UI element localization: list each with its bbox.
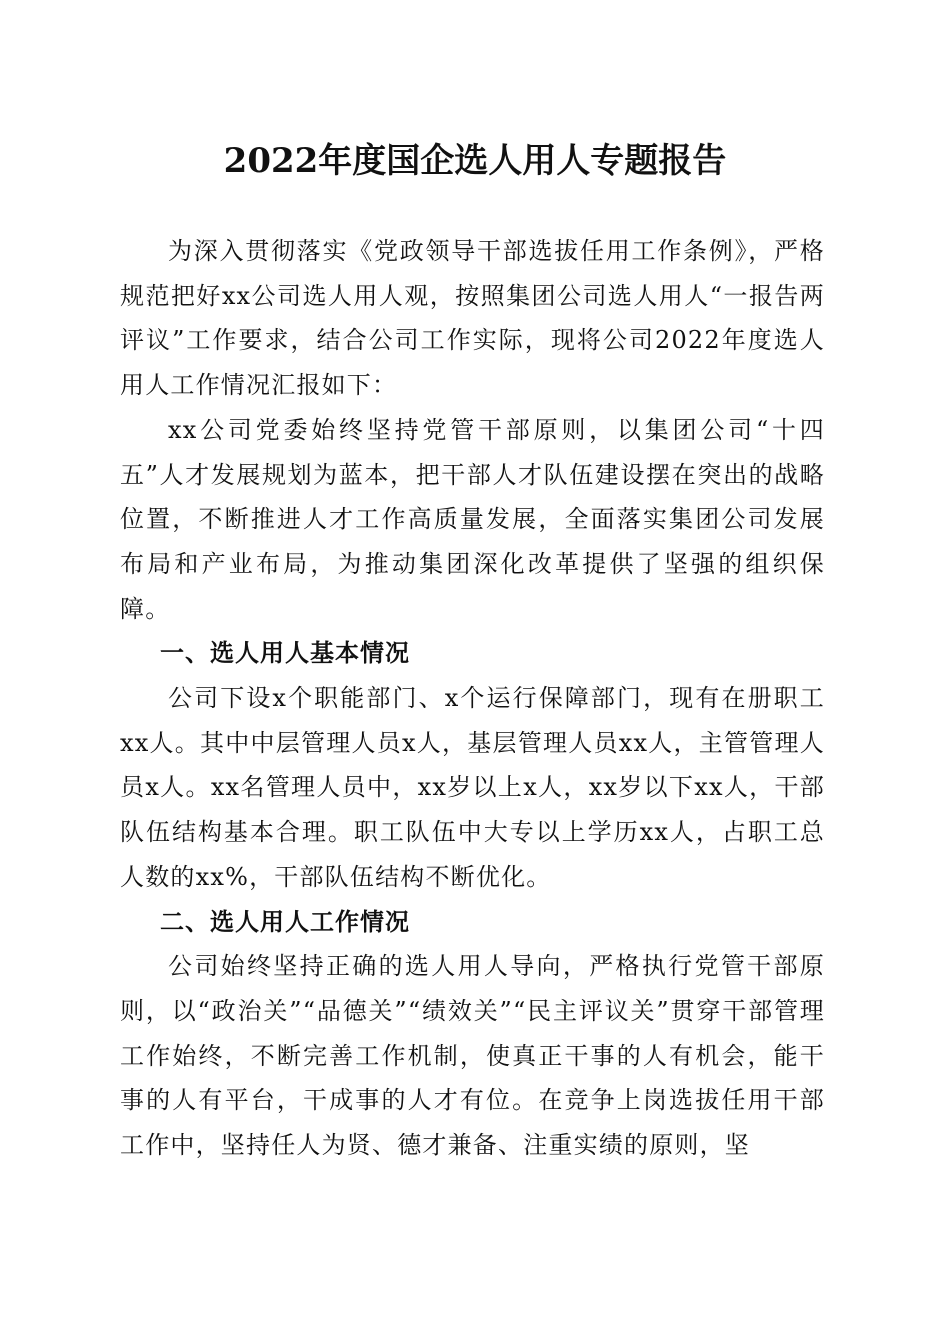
- intro-paragraph-2: xx公司党委始终坚持党管干部原则，以集团公司“十四五”人才发展规划为蓝本，把干部人才队伍建设摆在突出的战略位置，不断推进人才工作高质量发展，全面落实集团公司发展布局和产业布局，为推动集团深化改革提供了坚强的组织保障。: [120, 415, 825, 623]
- section-1-paragraph: 公司下设x个职能部门、x个运行保障部门，现有在册职工xx人。其中中层管理人员x人，基层管理人员xx人，主管管理人员x人。xx名管理人员中，xx岁以上x人，xx岁以下xx人，干部队伍结构基本合理。职工队伍中大专以上学历xx人，占职工总人数的xx%，干部队伍结构不断优化。: [120, 684, 825, 891]
- document-title: 2022年度国企选人用人专题报告: [223, 141, 727, 181]
- intro-paragraph-1: 为深入贯彻落实《党政领导干部选拔任用工作条例》，严格规范把好xx公司选人用人观，按照集团公司选人用人“一报告两评议”工作要求，结合公司工作实际，现将公司2022年度选人用人工作情况汇报如下：: [120, 237, 825, 400]
- section-2-heading: 二、选人用人工作情况: [160, 907, 410, 936]
- document-body: [120, 229, 825, 1168]
- section-1-heading: 一、选人用人基本情况: [160, 639, 410, 668]
- section-2-paragraph: 公司始终坚持正确的选人用人导向，严格执行党管干部原则，以“政治关”“品德关”“绩效关”“民主评议关”贯穿干部管理工作始终，不断完善工作机制，使真正干事的人有机会，能干事的人有平台，干成事的人才有位。在竞争上岗选拔任用干部工作中，坚持任人为贤、德才兼备、注重实绩的原则，坚: [120, 952, 825, 1160]
